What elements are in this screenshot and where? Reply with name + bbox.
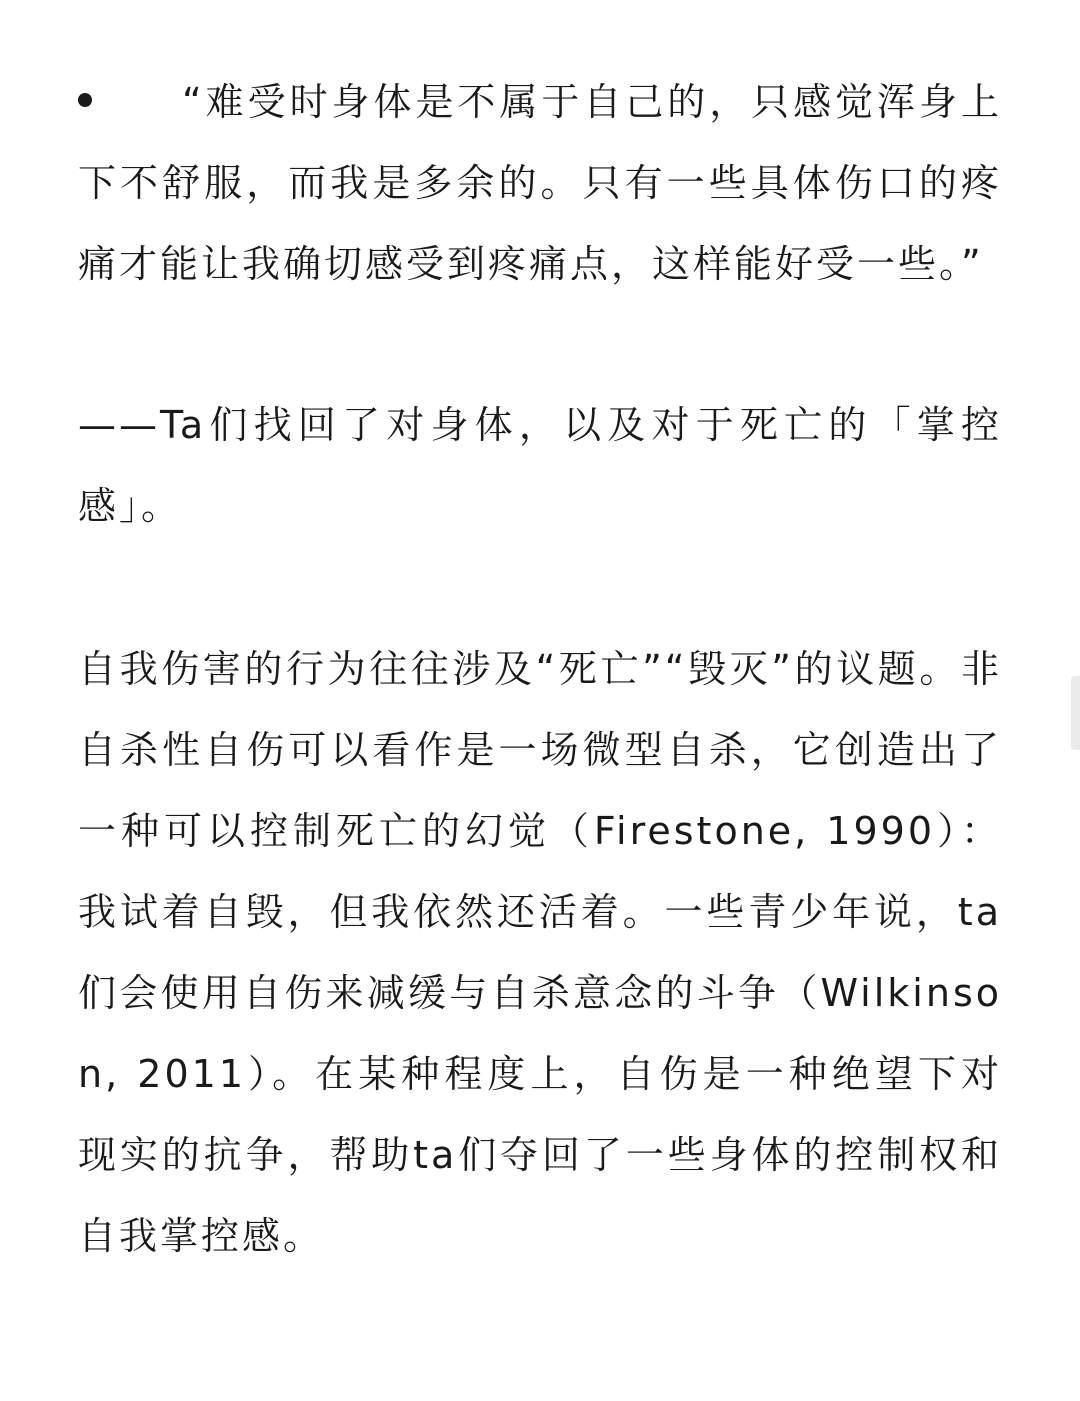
quote-text: “难受时身体是不属于自己的，只感觉浑身上下不舒服，而我是多余的。只有一些具体伤口的疼痛才能让我确切感受到疼痛点，这样能好受一些。”	[78, 80, 1002, 286]
paragraph-spacer	[78, 547, 1002, 629]
article-body	[78, 62, 1002, 1277]
conclusion-paragraph: ——Ta们找回了对身体，以及对于死亡的「掌控感」。	[78, 403, 1002, 528]
paragraph-spacer	[78, 305, 1002, 385]
bullet-icon	[78, 93, 92, 107]
quote-paragraph	[78, 62, 1002, 305]
body-paragraph: 自我伤害的行为往往涉及“死亡”“毁灭”的议题。非自杀性自伤可以看作是一场微型自杀，它创造出了一种可以控制死亡的幻觉（Firestone, 1990）：我试着自毁，但我依然还活着。一些青少年说，ta们会使用自伤来减缓与自杀意念的斗争（Wilkinson, 2011）。在某种程度上，自伤是一种绝望下对现实的抗争，帮助ta们夺回了一些身体的控制权和自我掌控感。	[78, 647, 1002, 1258]
scroll-indicator[interactable]	[1071, 676, 1080, 750]
